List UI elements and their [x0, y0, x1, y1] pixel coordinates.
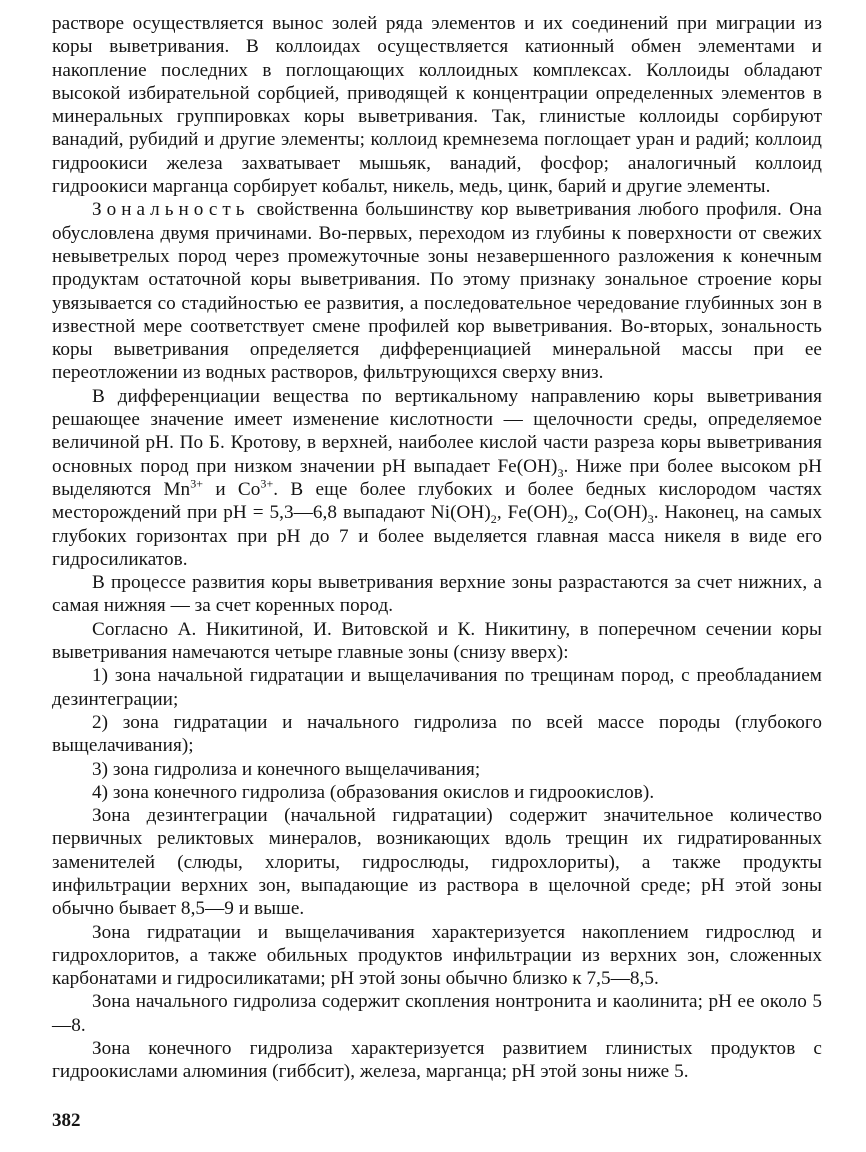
page-number: 382 [52, 1110, 81, 1131]
text-run: Зона гидратации и выщелачивания характеризуется накоплением гидрослюд и гидрохлоритов, а также обильных продуктов инфильтрации из верхних зон, сложенных карбонатами и гидросиликатами; pH этой зоны обычно близко к 7,5—8,5. [52, 921, 822, 990]
page-body-text [52, 12, 822, 1084]
text-run: В процессе развития коры выветривания верхние зоны разрастаются за счет нижних, а самая нижняя — за счет коренных пород. [52, 572, 822, 617]
paragraph [52, 921, 822, 991]
paragraph [52, 12, 822, 198]
text-run: свойственна большинству кор выветривания любого профиля. Она обусловлена двумя причинами. Во-первых, переходом из глубины к поверхности от свежих невыветрелых пород через промежуточные зоны незавершенного разложения к конечным продуктам остаточной коры выветривания. По этому признаку зональное строение коры увязывается со стадийностью ее развития, а последовательное чередование глубинных зон в известной мере соответствует смене профилей кор выветривания. Во-вторых, зональность коры выветривания определяется дифференциацией минеральной массы при ее переотложении из водных растворов, фильтрующихся сверху вниз. [52, 199, 822, 384]
text-run: . В еще более глубоких и более бедных кислородом частях месторождений при pH = 5,3—6,8 выпадают Ni(OH) [52, 478, 822, 524]
paragraph [52, 1037, 822, 1084]
paragraph [52, 618, 822, 665]
text-run: и Co [203, 478, 261, 500]
text-run: 1) зона начальной гидратации и выщелачивания по трещинам пород, с преобладанием дезинтеграции; [52, 665, 822, 710]
subscript: 2 [567, 512, 574, 527]
paragraph [52, 664, 822, 711]
paragraph [52, 804, 822, 920]
subscript: 3 [557, 465, 564, 480]
paragraph [52, 198, 822, 384]
paragraph [52, 758, 822, 781]
paragraph [52, 385, 822, 571]
text-run: . Ниже при более высоком pH выделяются Mn [52, 455, 822, 500]
text-run: 3) зона гидролиза и конечного выщелачивания; [92, 758, 481, 780]
text-run: , Fe(OH) [496, 502, 568, 524]
text-run: Зона дезинтеграции (начальной гидратации) содержит значительное количество первичных реликтовых минералов, возникающих вдоль трещин их гидратированных заменителей (слюды, хлориты, гидрослюды, гидрохлориты), а также продукты инфильтрации верхних зон, выпадающие из раствора в щелочной среде; pH этой зоны обычно бывает 8,5—9 и выше. [52, 805, 822, 920]
text-run: . Наконец, на самых глубоких горизонтах при pH до 7 и более выделяется главная масса никеля в виде его гидросиликатов. [52, 502, 823, 570]
subscript: 3 [647, 512, 654, 527]
text-run: растворе осуществляется вынос золей ряда элементов и их соединений при миграции из коры выветривания. В коллоидах осуществляется катионный обмен элементами и накопление последних в поглощающих коллоидных комплексах. Коллоиды обладают высокой избирательной сорбцией, приводящей к концентрации определенных элементов в минеральных группировках коры выветривания. Так, глинистые коллоиды сорбируют ванадий, рубидий и другие элементы; коллоид кремнезема поглощает уран и радий; коллоид гидроокиси железа захватывает мышьяк, ванадий, фосфор; аналогичный коллоид гидроокиси марганца сорбирует кобальт, никель, медь, цинк, барий и другие элементы. [52, 13, 822, 198]
text-run: Зона конечного гидролиза характеризуется развитием глинистых продуктов с гидроокислами алюминия (гиббсит), железа, марганца; pH этой зоны ниже 5. [52, 1038, 822, 1083]
text-run: Зона начального гидролиза содержит скопления нонтронита и каолинита; pH ее около 5—8. [52, 991, 822, 1036]
paragraph [52, 781, 822, 804]
superscript: 3+ [260, 476, 274, 491]
text-run: Согласно А. Никитиной, И. Витовской и К. Никитину, в поперечном сечении коры выветривания намечаются четыре главные зоны (снизу вверх): [52, 618, 822, 664]
text-run: В дифференциации вещества по вертикальному направлению коры выветривания решающее значение имеет изменение кислотности — щелочности среды, определяемое величиной pH. По Б. Кротову, в верхней, наиболее кислой части разреза коры выветривания основных пород при низком значении pH выпадает Fe(OH) [52, 385, 822, 477]
paragraph [52, 990, 822, 1037]
superscript: 3+ [190, 476, 204, 491]
paragraph [52, 711, 822, 758]
paragraph [52, 571, 822, 618]
text-run: 2) зона гидратации и начального гидролиза по всей массе породы (глубокого выщелачивания); [52, 711, 822, 757]
text-run: 4) зона конечного гидролиза (образования окислов и гидроокислов). [92, 781, 655, 803]
spaced-heading-word: Зональность [92, 199, 250, 221]
text-run: , Co(OH) [573, 502, 648, 524]
subscript: 2 [490, 512, 497, 527]
